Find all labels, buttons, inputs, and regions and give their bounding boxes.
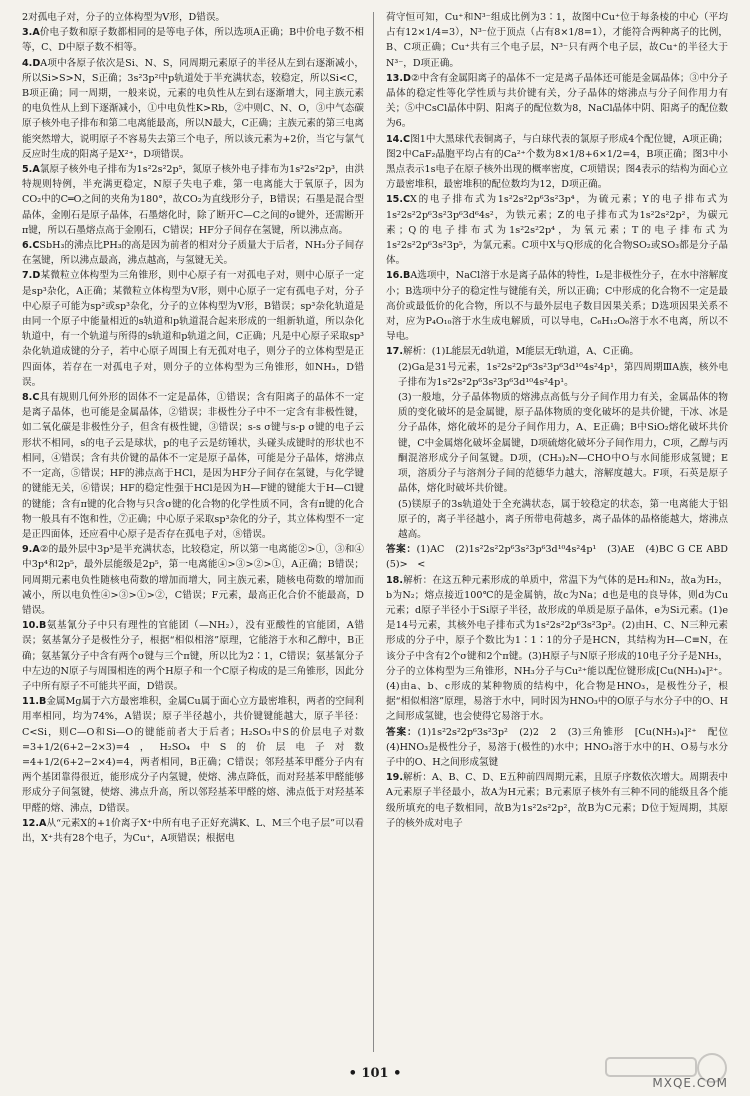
item-number: 16.B: [386, 270, 411, 282]
item-text: 2对孤电子对，分子的立体构型为V形，D错误。: [22, 12, 226, 23]
item-number: 3.A: [22, 27, 40, 39]
item-number: 8.C: [22, 392, 40, 404]
item-number: 答案：: [386, 544, 417, 556]
answer-item: [22, 162, 364, 238]
item-number: 17.: [386, 346, 403, 358]
item-text: 从“元素X的+1价离子X⁺中所有电子正好充满K、L、M三个电子层”可以看出，X⁺共有28个电子，为Cu⁺，A项错误；根据电: [22, 817, 364, 844]
item-number: 13.D: [386, 72, 411, 84]
item-number: 6.C: [22, 240, 40, 252]
answer-item: [386, 192, 728, 268]
answer-item: [386, 344, 728, 359]
item-text: A选项中，NaCl溶于水是离子晶体的特性，I₂是非极性分子，在水中溶解度小；B选项中分子的稳定性与键能有关，所以正确；C中形成的化合物不一定是最高价或最低价的化合物，所以不与最外层电子数目因果关系；D选项因果关系不对，应为P₄O₁₀溶于水生成电解质，可以导电，C₆H₁₂O₆溶于水不电离，所以不导电。: [386, 270, 728, 343]
item-text: 图1中大黑球代表铜离子，与白球代表的氯原子形成4个配位键，A项正确；图2中CaF₂晶胞平均占有的Ca²⁺个数为8×1/8+6×1/2=4，B项正确；图3中小黑点表示1s电子在原子核外出现的概率密度，C项错误；图4表示的结构为面心立方最密堆积，最密堆积的配位数均为12，D项正确。: [386, 133, 728, 191]
item-text: 氯原子核外电子排布为1s²2s²2p⁵，氮原子核外电子排布为1s²2s²2p³，由洪特规则特例，半充满更稳定，N原子失电子难，第一电离能大于氧原子，因为CO₂中的C═O之间的夹角为180°，故CO₂为直线形分子，B错误；石墨是混合型晶体，金刚石是原子晶体，石墨熔化时，除了断开C—C之间的σ键外，还需断开π键，所以石墨熔点高于金刚石，C错误；HF分子间存在氢键，所以沸点高。: [22, 164, 364, 236]
item-text: (2)Ga是31号元素，1s²2s²2p⁶3s²3p⁶3d¹⁰4s²4p¹，第四周期ⅢA族，核外电子排布为1s²2s²2p⁶3s²3p⁶3d¹⁰4s²4p¹。: [398, 361, 728, 388]
answer-item: [386, 132, 728, 193]
item-number: 14.C: [386, 133, 411, 145]
item-number: 10.B: [22, 620, 47, 632]
item-text: A项中各原子依次是Si、N、S，同周期元素原子的半径从左到右逐渐减小，所以Si>S>N，S正确；3s²3p²中p轨道处于半充满状态，较稳定，所以Si<C，B项正确；同一周期，一般来说，元素的电负性从左到右逐渐增大，同主族元素的电负性从上到下逐渐减小，①中电负性K>Rb，②中则C、N、O，③中气态碳原子核外电子排布和第二电离能最高，所以N最大，C正确；主族元素的第三电离能突然增大，说明原子不容易失去第三个电子，所以该元素为+2价，当它与氯气反应时生成的阳离子是X²⁺，D项错误。: [22, 57, 364, 160]
answer-item: [22, 268, 364, 390]
answer-item: [386, 497, 728, 543]
exam-answer-page: [22, 10, 738, 1060]
item-number: 4.D: [22, 57, 41, 69]
item-number: 19.: [386, 772, 403, 784]
answer-item: [386, 573, 728, 725]
answer-item: [386, 542, 738, 572]
item-text: 解析：(1)L能层无d轨道，M能层无f轨道，A、C正确。: [403, 346, 640, 358]
answer-item: [22, 618, 364, 694]
column-divider: [373, 12, 374, 1052]
item-text: 价电子数和原子数都相同的是等电子体，所以选项A正确；B中价电子数不相等，C、D中原子数不相等。: [22, 27, 364, 54]
item-text: 解析：在这五种元素形成的单质中，常温下为气体的是H₂和N₂，故a为H₂，b为N₂；熔点接近100℃的是金属钠，故c为Na；d也是电的良导体，则d为Cu元素；d原子半径小于Si原子半径，故形成的单质是原子晶体，e为Si元素。(1)e是14号元素，其核外电子排布式为1s²2s²2p⁶3s²3p²。(2)由H、C、N三种元素形成的分子中，原子个数比为1∶1∶1的分子是HCN，其结构为H—C≡N，在该分子中含有2个σ键和2个π键。(3)H原子与N原子形成的10电子分子是NH₃，分子的立体构型为三角锥形，NH₃分子与Cu²⁺能以配位键形成[Cu(NH₃)₄]²⁺。(4)由a、b、c形成的某种物质的结构中，化合物是HNO₃，是极性分子，根据“相似相溶”原理，易溶于水中，同时因为HNO₃中的O原子与水分子中的O、H之间形成氢键，也会使得它易溶于水。: [386, 574, 728, 723]
item-text: (1)AC (2)1s²2s²2p⁶3s²3p⁶3d¹⁰4s²4p¹ (3)AE (4)BC G CE ABD (5)> <: [386, 544, 738, 571]
answer-item: [386, 10, 728, 71]
answer-item: [386, 268, 728, 344]
answer-item: [22, 25, 364, 55]
answer-item: [22, 542, 364, 618]
item-text: ②的最外层中3p³是半充满状态，比较稳定，所以第一电离能②>①，③和④中3p⁴和2p⁵，最外层能级是2p⁵，第一电离能④>③>②>①，A正确；B错误；同周期元素电负性随核电荷数的增加而增大，同主族元素，随核电荷数的增加而减小，所以电负性④>③>①>②，C错误；F元素，最高正化合价不能最高，D错误。: [22, 544, 364, 616]
answer-item: [386, 390, 728, 496]
item-number: 12.A: [22, 817, 47, 829]
item-text: X的电子排布式为1s²2s²2p⁶3s²3p⁴，为硫元素；Y的电子排布式为1s²2s²2p⁶3s²3p⁶3d⁶4s²，为铁元素；Z的电子排布式为1s²2s²2p²，为碳元素；Q的电子排布式为1s²2s²2p⁴，为氧元素；T的电子排布式为1s²2s²2p⁶3s²3p⁵，为氯元素。C项中X与Q形成的化合物SO₂或SO₃都是分子晶体。: [386, 194, 728, 267]
item-text: ②中含有金属阳离子的晶体不一定是离子晶体还可能是金属晶体；③中分子晶体的稳定性等化学性质与共价键有关，分子晶体的熔沸点与分子间作用力有关；⑤中CsCl晶体中阴、阳离子的配位数为8，NaCl晶体中阴、阳离子的配位数为6。: [386, 72, 728, 130]
answer-item: [22, 56, 364, 162]
item-text: (1)1s²2s²2p⁶3s²3p² (2)2 2 (3)三角锥形 [Cu(NH₃)₄]²⁺ 配位 (4)HNO₃是极性分子，易溶于(极性的)水中；HNO₃溶于水中的H、O易与水分子中的O、H之间形成氢键: [386, 726, 738, 768]
answer-item: [22, 816, 364, 846]
answer-item: [386, 725, 738, 771]
item-text: 氨基氰分子中只有理性的官能团（—NH₂），没有亚酸性的官能团，A错误；氨基氰分子是极性分子，根据“相似相溶”原理，它能溶于水和乙醇中，B正确；氨基氰分子中含有两个σ键与三个π键，所以比为2∶1，C错误；氨基氰分子中左边的N原子与周围相连的两个H原子和一个C原子构成的是三角锥形，因此分子中所有原子不可能共平面，D错误。: [22, 620, 364, 692]
answer-item: [22, 694, 364, 816]
item-text: 具有规则几何外形的固体不一定是晶体，①错误；含有阳离子的晶体不一定是离子晶体，也可能是金属晶体，②错误；非极性分子中不一定含有非极性键，如二氧化碳是非极性分子，但含有极性键，③错误；s-s σ键与s-p σ键的电子云形状不相同，s的电子云是球状，p的电子云是纺锤状，头碰头成键时的形状也不相同，④错误；含有共价键的晶体不一定是原子晶体，可能是分子晶体，熔沸点不一定高，⑤错误；HF的沸点高于HCl，是因为HF分子间存在氢键，与化学键的键能无关，⑥错误；HF的稳定性强于HCl是因为H—F键的键能大于H—Cl键的键能；含有π键的化合物与只含σ键的化合物的化学性质不同，含有π键的化合物一般具有不饱和性，⑦正确；中心原子采取sp³杂化的分子，其立体构型不一定是正四面体，还应看中心原子是否存在孤电子对，⑧错误。: [22, 392, 364, 540]
item-text: (3)一般地，分子晶体物质的熔沸点高低与分子间作用力有关，金属晶体的物质的变化破坏的是金属键，原子晶体物质的变化破坏的是共价键，干冰、冰是分子晶体，熔化破坏的是分子间作用力，A、E正确；B中SiO₂熔化破坏共价键，C中金属熔化破坏金属键，D项硫熔化破坏分子间作用力，C项，乙醇与丙酮混溶形成分子间氢键。D项，(CH₃)₂N—CHO中O与水间能形成氢键；E项，溶质分子与溶剂分子间的范德华力越大，溶解度越大。F项，石英是原子晶体，熔化时破坏共价键。: [398, 392, 728, 495]
item-text: 荷守恒可知，Cu⁺和N³⁻组成比例为3∶1，故图中Cu⁺位于每条棱的中心（平均占有12×1/4=3），N³⁻位于顶点（占有8×1/8=1），才能符合两种离子的比例，B、C项正确；Cu⁺共有三个电子层，N³⁻只有两个电子层，故Cu⁺的半径大于N³⁻，D项正确。: [386, 12, 728, 69]
answer-item: [386, 770, 728, 831]
item-text: 金属Mg属于六方最密堆积，金属Cu属于面心立方最密堆积，两者的空间利用率相同，均为74%，A错误；原子半径越小，共价键键能越大，原子半径：C<Si，则C—O和Si—O的键能前者大于后者；H₂SO₃中S的价层电子对数=3+1/2(6+2−2×3)=4，H₂SO₄中S的价层电子对数=4+1/2(6+2−2×4)=4，两者相同，B正确；C错误；邻羟基苯甲醛分子内有两个基团靠得很近，能形成分子内氢键，使熔、沸点降低，而对羟基苯甲醛能够形成分子间氢键，使熔、沸点升高，所以邻羟基苯甲醛的熔、沸点低于对羟基苯甲醛的熔、沸点，D错误。: [22, 696, 364, 814]
item-text: 某微粒立体构型为三角锥形，则中心原子有一对孤电子对，则中心原子一定是sp³杂化，A正确；某微粒立体构型为V形，则中心原子一定有孤电子对，分子中心原子可能为sp²或sp³杂化，分子的立体构型为V形，B错误；sp³杂化轨道是由同一个原子中能量相近的s轨道和p轨道混合起来形成的一组新轨道，所以杂化轨道中，有一个轨道与所得的s轨道和p轨道之间，C正确；凡是中心原子采取sp³杂化轨道成键的分子，若中心原子周围上有无孤对电子，则分子的立体构型是正四面体，若存在一对孤电子对，则分子的立体构型为三角锥形，如NH₃，D错误。: [22, 270, 364, 388]
right-column: [386, 10, 738, 831]
answer-item: [22, 10, 364, 25]
item-text: (5)镁原子的3s轨道处于全充满状态，属于较稳定的状态，第一电离能大于铝原子的，离子半径越小，离子所带电荷越多，离子晶体的晶格能越大，熔沸点越高。: [398, 498, 728, 540]
item-number: 11.B: [22, 696, 47, 708]
item-number: 15.C: [386, 194, 411, 206]
item-text: SbH₃的沸点比PH₃的高是因为前者的相对分子质量大于后者，NH₃分子间存在氢键，所以沸点最高，沸点越高，与氢键无关。: [22, 240, 364, 267]
left-column: [22, 10, 364, 846]
item-number: 9.A: [22, 544, 40, 556]
page-number: • 101 •: [348, 1066, 402, 1081]
item-number: 答案：: [386, 726, 418, 738]
answer-item: [22, 238, 364, 268]
answer-item: [386, 71, 728, 132]
item-text: 解析：A、B、C、D、E五种前四周期元素，且原子序数依次增大。周期表中A元素原子半径最小，故A为H元素；B元素原子核外有三种不同的能级且各个能级所填充的电子数相同，故B为1s²2s²2p²，故B为C元素；D位于短周期，其原子的核外成对电子: [386, 772, 728, 829]
item-number: 18.: [386, 574, 403, 586]
answer-item: [22, 390, 364, 542]
item-number: 7.D: [22, 270, 41, 282]
answer-item: [386, 360, 728, 390]
item-number: 5.A: [22, 164, 40, 176]
watermark-text: MXQE.COM: [652, 1076, 728, 1090]
